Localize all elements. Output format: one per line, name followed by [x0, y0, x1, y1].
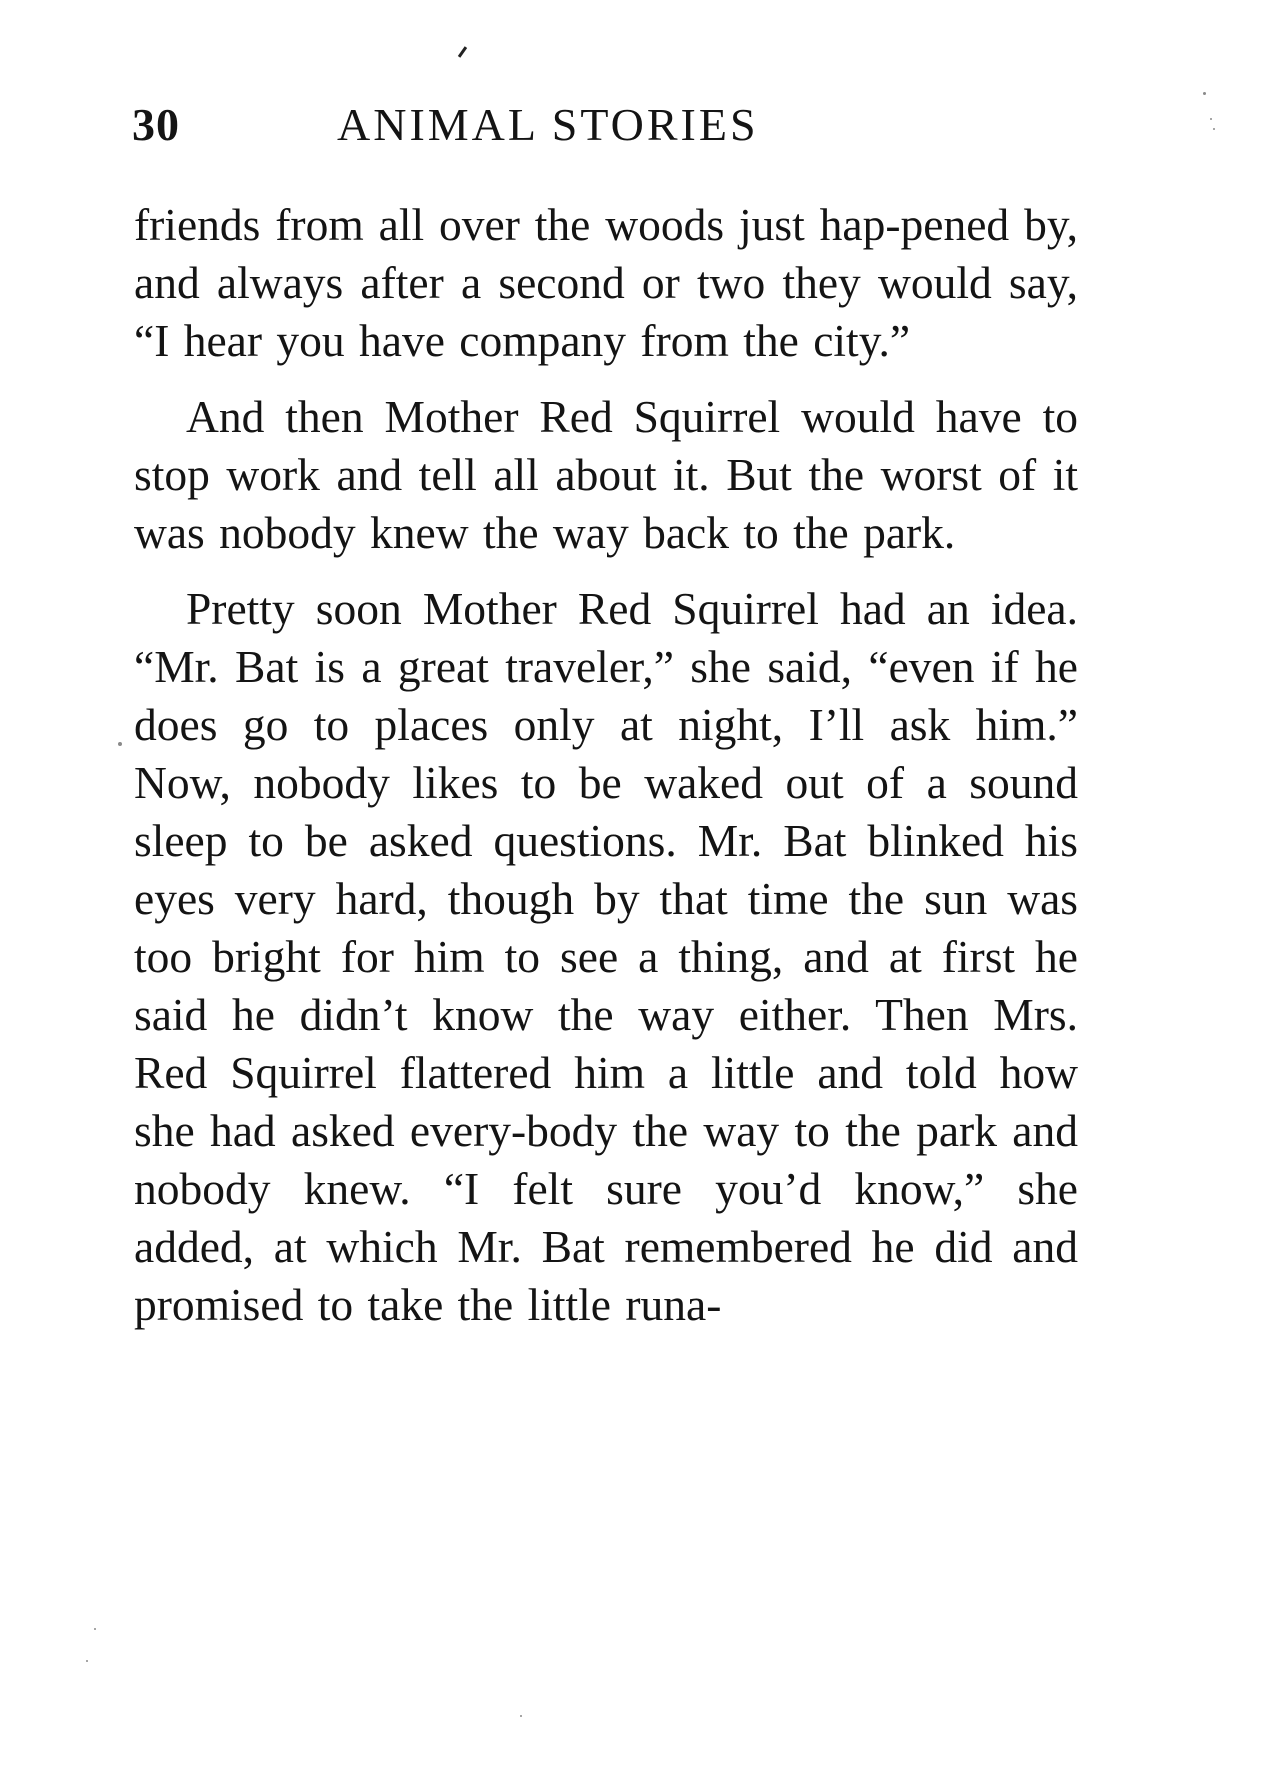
paper-speck	[1203, 92, 1206, 95]
running-title: ANIMAL STORIES	[337, 99, 759, 150]
paragraph-1: friends from all over the woods just hap-pened by, and always after a second or two they would say, “I hear you have company from the city.”	[134, 199, 1078, 366]
body-text	[134, 196, 1078, 1352]
paragraph-2: And then Mother Red Squirrel would have to stop work and tell all about it. But the worst of it was nobody knew the way back to the park.	[134, 391, 1078, 558]
paragraph-3: Pretty soon Mother Red Squirrel had an idea. “Mr. Bat is a great traveler,” she said, “even if he does go to places only at night, I’ll ask him.” Now, nobody likes to be waked out of a sound sleep to be asked questions. Mr. Bat blinked his eyes very hard, though by that time the sun was too bright for him to see a thing, and at first he said he didn’t know the way either. Then Mrs. Red Squirrel flattered him a little and told how she had asked every-body the way to the park and nobody knew. “I felt sure you’d know,” she added, at which Mr. Bat remembered he did and promised to take the little runa-	[134, 583, 1078, 1330]
page-header	[132, 98, 1082, 158]
paper-speck	[118, 742, 122, 746]
paper-speck	[520, 1715, 522, 1717]
paper-speck	[1213, 128, 1215, 130]
paper-speck	[94, 1628, 96, 1630]
print-mark	[458, 46, 467, 58]
paper-speck	[1210, 118, 1212, 120]
page-number: 30	[132, 99, 180, 150]
paper-speck	[86, 1660, 88, 1662]
